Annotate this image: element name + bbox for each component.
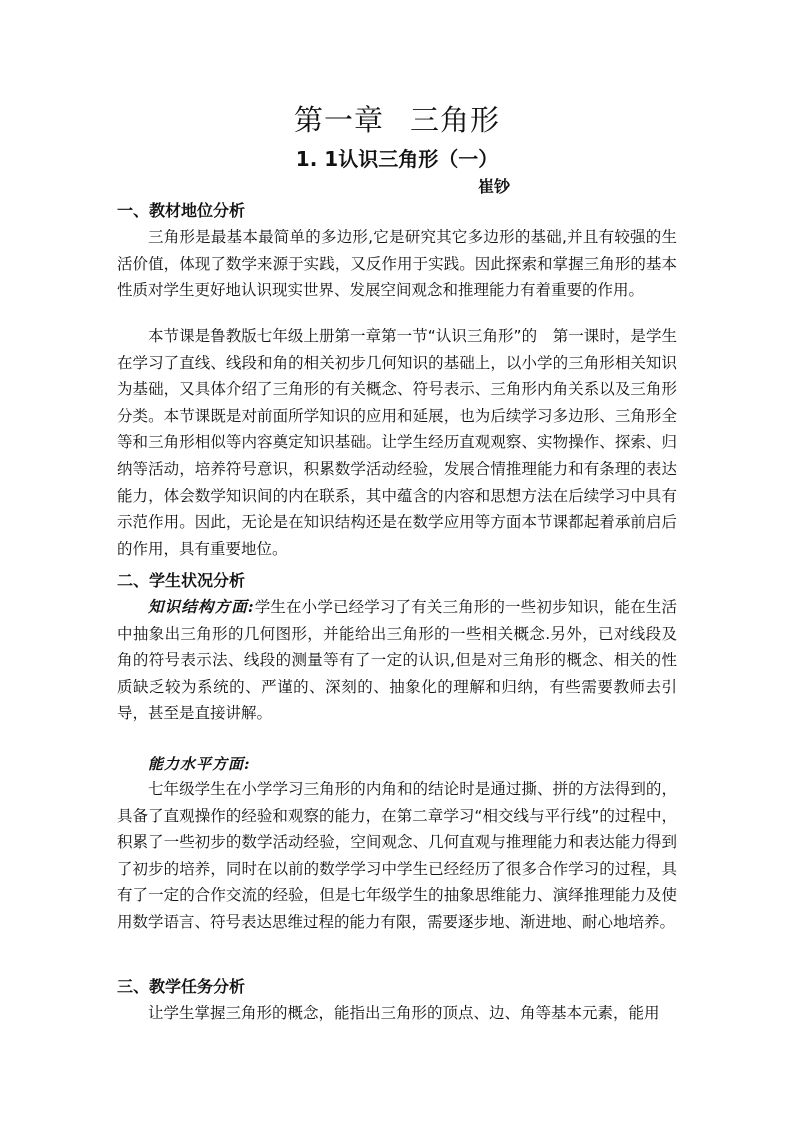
author-name: 崔钞 bbox=[478, 177, 511, 196]
chapter-name: 三角形 bbox=[410, 103, 501, 137]
paragraph-knowledge-structure bbox=[117, 594, 677, 727]
section-heading-teaching-task: 三、教学任务分析 bbox=[117, 977, 246, 996]
knowledge-structure-lead: 知识结构方面: bbox=[148, 597, 255, 616]
ability-level-subheading: 能力水平方面: bbox=[148, 755, 251, 773]
chapter-title bbox=[0, 100, 794, 140]
paragraph-triangle-importance: 三角形是最基本最简单的多边形,它是研究其它多边形的基础,并且有较强的生活价值，体现了数学来源于实践，又反作用于实践。因此探索和掌握三角形的基本性质对学生更好地认识现实世界、发展空间观念和推理能力有着重要的作用。 bbox=[117, 228, 677, 300]
section-heading-student-analysis: 二、学生状况分析 bbox=[117, 571, 246, 590]
paragraph-teaching-task: 让学生掌握三角形的概念，能指出三角形的顶点、边、角等基本元素，能用 bbox=[148, 1004, 660, 1022]
chapter-number: 第一章 bbox=[293, 103, 384, 137]
paragraph-lesson-position: 本节课是鲁教版七年级上册第一章第一节“认识三角形”的 第一课时，是学生在学习了直线、线段和角的相关初步几何知识的基础上，以小学的三角形相关知识为基础，又具体介绍了三角形的有关概念、符号表示、三角形内角关系以及三角形分类。本节课既是对前面所学知识的应用和延展，也为后续学习多边形、三角形全等和三角形相似等内容奠定知识基础。让学生经历直观观察、实物操作、探索、归纳等活动，培养符号意识，积累数学活动经验，发展合情推理能力和有条理的表达能力，体会数学知识间的内在联系，其中蕴含的内容和思想方法在后续学习中具有示范作用。因此，无论是在知识结构还是在数学应用等方面本节课都起着承前启后的作用，具有重要地位。 bbox=[117, 327, 677, 558]
paragraph-ability-level: 七年级学生在小学学习三角形的内角和的结论时是通过撕、拼的方法得到的，具备了直观操作的经验和观察的能力，在第二章学习“相交线与平行线”的过程中，积累了一些初步的数学活动经验，空间观念、几何直观与推理能力和表达能力得到了初步的培养，同时在以前的数学学习中学生已经经历了很多合作学习的过程，具有了一定的合作交流的经验，但是七年级学生的抽象思维能力、演绎推理能力及使用数学语言、符号表达思维过程的能力有限，需要逐步地、渐进地、耐心地培养。 bbox=[117, 780, 677, 931]
knowledge-structure-text: 学生在小学已经学习了有关三角形的一些初步知识，能在生活中抽象出三角形的几何图形，并能给出三角形的一些相关概念.另外，已对线段及角的符号表示法、线段的测量等有了一定的认识,但是对三角形的概念、相关的性质缺乏较为系统的、严谨的、深刻的、抽象化的理解和归纳，有些需要教师去引导，甚至是直接讲解。 bbox=[117, 598, 677, 723]
section-heading-textbook-position: 一、教材地位分析 bbox=[117, 201, 246, 220]
lesson-title: 1. 1认识三角形（一） bbox=[295, 147, 499, 171]
